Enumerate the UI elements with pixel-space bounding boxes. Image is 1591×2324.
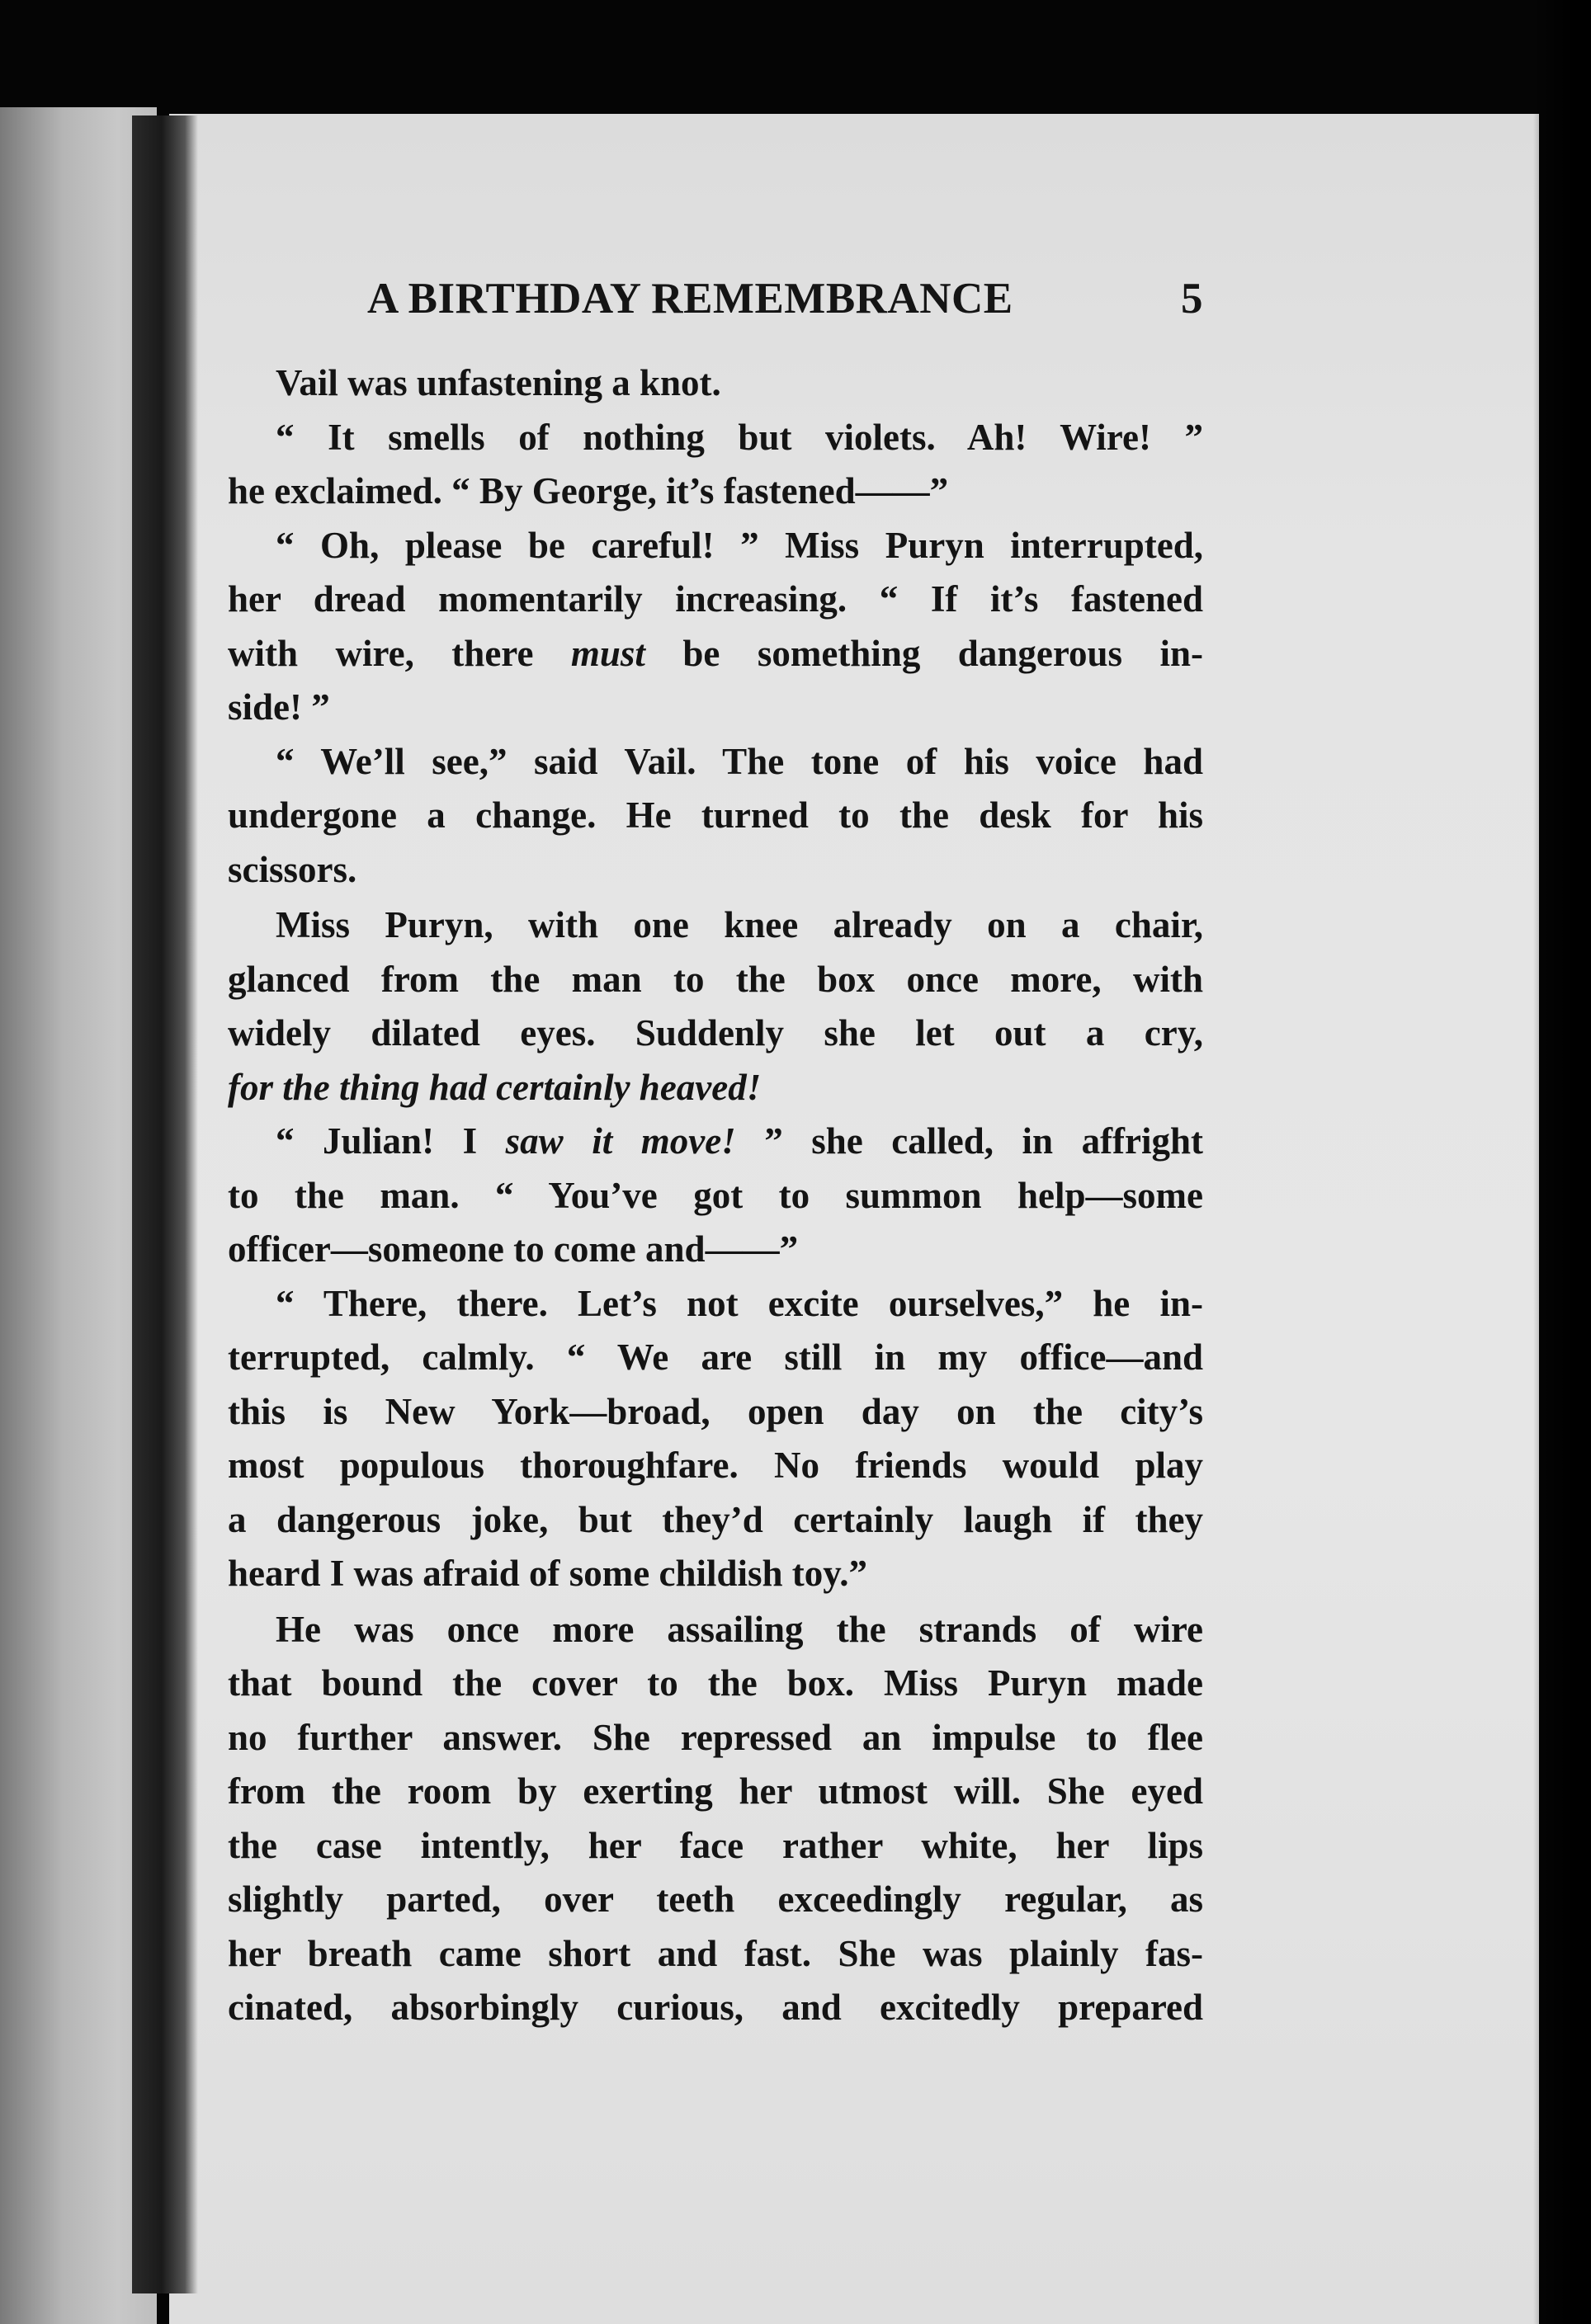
text-line: scissors. bbox=[228, 848, 357, 890]
text-line: her breath came short and fast. She was plainly fas- bbox=[228, 1932, 1203, 1974]
text-line: officer—someone to come and——” bbox=[228, 1228, 799, 1270]
text-line bbox=[228, 1061, 1203, 1115]
text-segment: ” she called, in affright bbox=[764, 1120, 1204, 1162]
text-line: a dangerous joke, but they’d certainly laugh if they bbox=[228, 1498, 1203, 1540]
text-line: undergone a change. He turned to the desk for his bbox=[228, 794, 1203, 836]
text-line: her dread momentarily increasing. “ If it’s fastened bbox=[228, 578, 1203, 620]
text-line: Vail was unfastening a knot. bbox=[276, 362, 721, 403]
text-line: most populous thoroughfare. No friends would play bbox=[228, 1445, 1203, 1486]
page-header bbox=[367, 274, 1203, 332]
body-text bbox=[228, 356, 1203, 2035]
text-line: “ We’ll see,” said Vail. The tone of his voice had bbox=[276, 740, 1203, 782]
emphasis-text: saw it move! bbox=[505, 1120, 736, 1162]
text-line: side! ” bbox=[228, 686, 330, 728]
text-segment: “ Julian! I bbox=[276, 1120, 478, 1162]
text-line bbox=[228, 627, 1203, 681]
text-line: “ There, there. Let’s not excite ourselves,” he in- bbox=[276, 1282, 1203, 1324]
text-segment: be something dangerous in- bbox=[682, 632, 1203, 674]
text-line: widely dilated eyes. Suddenly she let out a cry, bbox=[228, 1012, 1203, 1054]
right-edge-shadow bbox=[1533, 0, 1591, 2324]
text-line: this is New York—broad, open day on the city’s bbox=[228, 1390, 1203, 1432]
text-line: Miss Puryn, with one knee already on a chair, bbox=[276, 904, 1203, 945]
text-line: “ It smells of nothing but violets. Ah! Wire! ” bbox=[276, 416, 1203, 458]
text-line: cinated, absorbingly curious, and excitedly prepared bbox=[228, 1987, 1203, 2028]
text-line: no further answer. She repressed an impulse to flee bbox=[228, 1716, 1203, 1758]
text-line bbox=[228, 1115, 1203, 1169]
text-line: that bound the cover to the box. Miss Puryn made bbox=[228, 1662, 1203, 1704]
text-line: he exclaimed. “ By George, it’s fastened——” bbox=[228, 470, 949, 511]
emphasis-text: must bbox=[570, 632, 645, 674]
text-segment: with wire, there bbox=[228, 632, 534, 674]
running-head: A BIRTHDAY REMEMBRANCE bbox=[367, 275, 1013, 323]
text-line: to the man. “ You’ve got to summon help—some bbox=[228, 1174, 1203, 1216]
text-line: “ Oh, please be careful! ” Miss Puryn interrupted, bbox=[276, 524, 1203, 566]
text-line: terrupted, calmly. “ We are still in my office—and bbox=[228, 1336, 1203, 1378]
text-line: heard I was afraid of some childish toy.” bbox=[228, 1553, 868, 1594]
binding-gutter bbox=[132, 115, 198, 2293]
text-line: slightly parted, over teeth exceedingly regular, as bbox=[228, 1879, 1203, 1920]
text-line: He was once more assailing the strands of wire bbox=[276, 1608, 1203, 1650]
text-line: from the room by exerting her utmost will. She eyed bbox=[228, 1770, 1203, 1812]
text-line: the case intently, her face rather white, her lips bbox=[228, 1824, 1203, 1866]
emphasis-text: for the thing had certainly heaved! bbox=[228, 1066, 762, 1108]
page-number: 5 bbox=[1181, 275, 1203, 323]
text-line: glanced from the man to the box once more, with bbox=[228, 958, 1203, 1000]
